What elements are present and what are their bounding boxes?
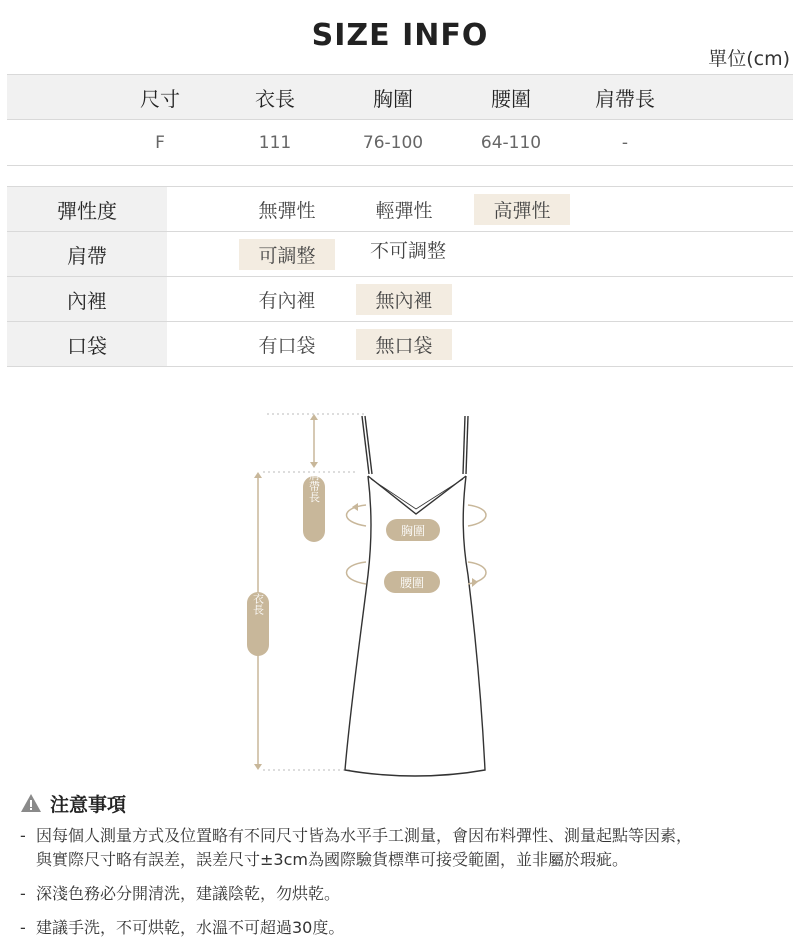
- note-item: - 深淺色務必分開清洗，建議陰乾，勿烘乾。: [20, 884, 341, 903]
- note-text: 深淺色務必分開清洗，建議陰乾，勿烘乾。: [36, 884, 341, 903]
- chest-label: 胸圍: [400, 524, 426, 538]
- option-has-lining: 有內裡: [258, 290, 316, 312]
- size-table: [7, 74, 793, 166]
- option-has-pocket: 有口袋: [258, 335, 316, 357]
- table-row: [7, 120, 793, 166]
- property-row-elasticity: [7, 187, 793, 232]
- property-label: 彈性度: [7, 187, 167, 231]
- option-no-lining: 無內裡: [356, 284, 452, 315]
- strap-length-label: 肩帶長: [307, 469, 321, 503]
- note-text: 因每個人測量方式及位置略有不同尺寸皆為水平手工測量，會因布料彈性、測量起點等因素，: [36, 826, 693, 845]
- length-measure: [247, 472, 269, 770]
- strap-length-measure: [303, 414, 325, 542]
- note-text: 與實際尺寸略有誤差，誤差尺寸±3cm為國際驗貨標準可接受範圍，並非屬於瑕疵。: [36, 850, 628, 869]
- notes-heading: [20, 790, 790, 816]
- care-notes: [20, 790, 790, 940]
- property-row-strap: [7, 232, 793, 277]
- header-chest: 胸圍: [373, 86, 413, 111]
- property-table: [7, 186, 793, 367]
- option-no-pocket: 無口袋: [356, 329, 452, 360]
- warning-icon: [20, 793, 42, 813]
- property-label: 肩帶: [7, 232, 167, 276]
- header-strap-length: 肩帶長: [595, 86, 655, 111]
- cell-waist: 64-110: [480, 132, 542, 153]
- note-item: - 因每個人測量方式及位置略有不同尺寸皆為水平手工測量，會因布料彈性、測量起點等因素， 與實際尺寸略有誤差，誤差尺寸±3cm為國際驗貨標準可接受範圍，並非屬於瑕疵。: [20, 826, 693, 869]
- option-light-stretch: 輕彈性: [375, 200, 433, 222]
- note-text: 建議手洗，不可烘乾，水溫不可超過30度。: [36, 918, 345, 937]
- property-label: 口袋: [7, 322, 167, 366]
- header-waist: 腰圍: [491, 86, 531, 111]
- option-adjustable: 可調整: [239, 239, 335, 270]
- size-table-header: [7, 74, 793, 120]
- dress-measurement-diagram: [230, 400, 530, 780]
- property-label: 內裡: [7, 277, 167, 321]
- cell-size: F: [155, 132, 165, 153]
- notes-title: 注意事項: [50, 793, 127, 816]
- note-item: - 建議手洗，不可烘乾，水溫不可超過30度。: [20, 918, 345, 937]
- unit-label: 單位(cm): [708, 48, 790, 70]
- cell-length: 111: [258, 132, 292, 153]
- property-row-lining: [7, 277, 793, 322]
- cell-strap-length: -: [621, 132, 629, 153]
- header-length: 衣長: [255, 86, 295, 111]
- property-row-pocket: [7, 322, 793, 367]
- option-no-stretch: 無彈性: [258, 200, 316, 222]
- waist-label: 腰圍: [399, 576, 425, 590]
- length-label: 衣長: [251, 593, 265, 615]
- option-high-stretch: 高彈性: [474, 194, 570, 225]
- option-non-adjustable: 不可調整: [369, 240, 446, 262]
- dress-outline: [345, 416, 485, 776]
- cell-chest: 76-100: [362, 132, 424, 153]
- header-size: 尺寸: [140, 86, 180, 111]
- page-title: SIZE INFO: [311, 18, 489, 53]
